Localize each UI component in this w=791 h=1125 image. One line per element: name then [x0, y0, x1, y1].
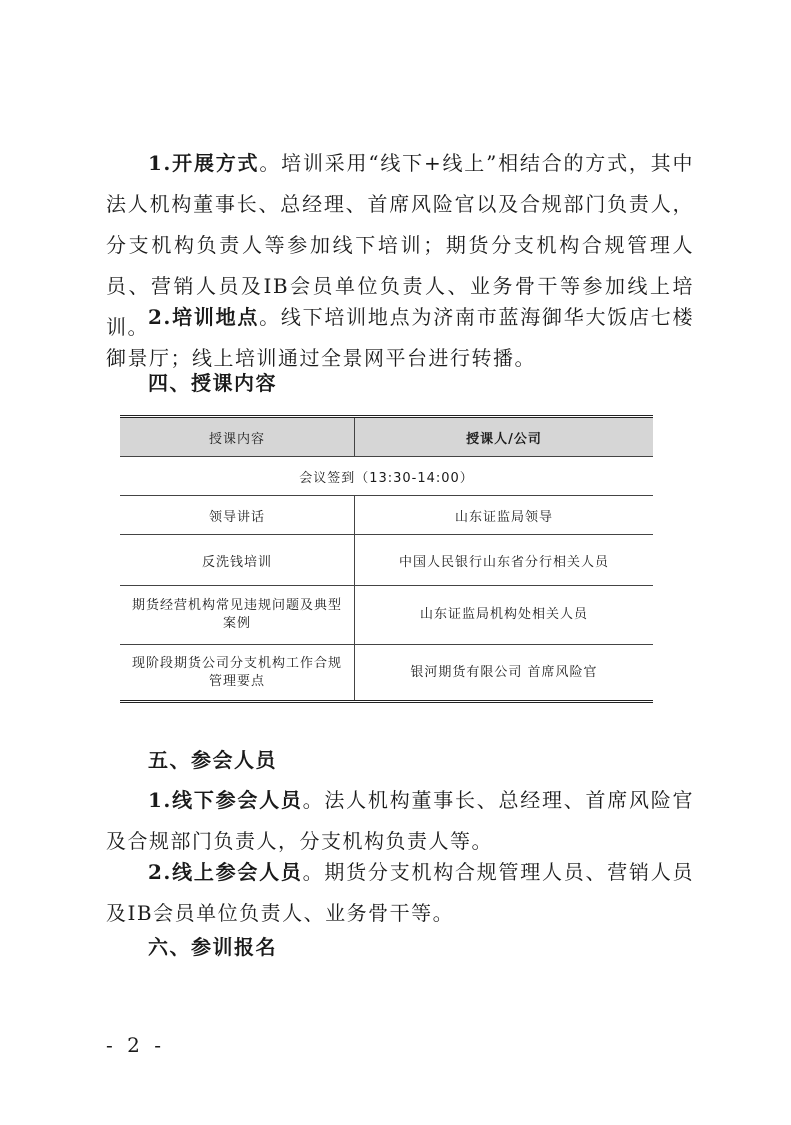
sign-in-cell: 会议签到（13:30-14:00） [120, 457, 653, 496]
course-content-cell: 领导讲话 [120, 496, 355, 535]
section-heading-attendees: 五、参会人员 [148, 748, 277, 772]
table-row [120, 586, 653, 645]
section-heading-course-content: 四、授课内容 [148, 371, 277, 395]
course-content-cell: 现阶段期货公司分支机构工作合规管理要点 [120, 645, 355, 702]
training-mode-text: 。培训采用“线下+线上”相结合的方式，其中法人机构董事长、总经理、首席风险官以及合规部门负责人，分支机构负责人等参加线下培训；期货分支机构合规管理人员、营销人员及IB会员单位负责人、业务骨干等参加线上培训。 [106, 151, 694, 339]
training-location-lead: 2.培训地点 [148, 305, 260, 329]
table-row [120, 535, 653, 586]
offline-attendees-lead: 1.线下参会人员 [148, 788, 303, 812]
course-content-cell: 反洗钱培训 [120, 535, 355, 586]
offline-attendees-paragraph [106, 780, 694, 862]
training-location-text: 。线下培训地点为济南市蓝海御华大饭店七楼御景厅；线上培训通过全景网平台进行转播。 [106, 305, 694, 370]
training-mode-lead: 1.开展方式 [148, 151, 260, 175]
online-attendees-paragraph [106, 852, 694, 934]
course-speaker-cell: 山东证监局机构处相关人员 [355, 586, 654, 645]
table-row [120, 645, 653, 702]
table-header-speaker: 授课人/公司 [355, 417, 654, 457]
course-table [120, 415, 653, 703]
course-speaker-cell: 山东证监局领导 [355, 496, 654, 535]
online-attendees-text: 。期货分支机构合规管理人员、营销人员及IB会员单位负责人、业务骨干等。 [106, 860, 694, 925]
table-header-content: 授课内容 [120, 417, 355, 457]
online-attendees-lead: 2.线上参会人员 [148, 860, 303, 884]
course-speaker-cell: 银河期货有限公司 首席风险官 [355, 645, 654, 702]
table-row [120, 496, 653, 535]
course-speaker-cell: 中国人民银行山东省分行相关人员 [355, 535, 654, 586]
page-number: - 2 - [106, 1033, 165, 1057]
offline-attendees-text: 。法人机构董事长、总经理、首席风险官及合规部门负责人，分支机构负责人等。 [106, 788, 694, 853]
table-header-row [120, 417, 653, 457]
course-content-cell: 期货经营机构常见违规问题及典型案例 [120, 586, 355, 645]
section-heading-registration: 六、参训报名 [148, 935, 277, 959]
training-location-paragraph [106, 297, 694, 379]
table-row-sign-in [120, 457, 653, 496]
